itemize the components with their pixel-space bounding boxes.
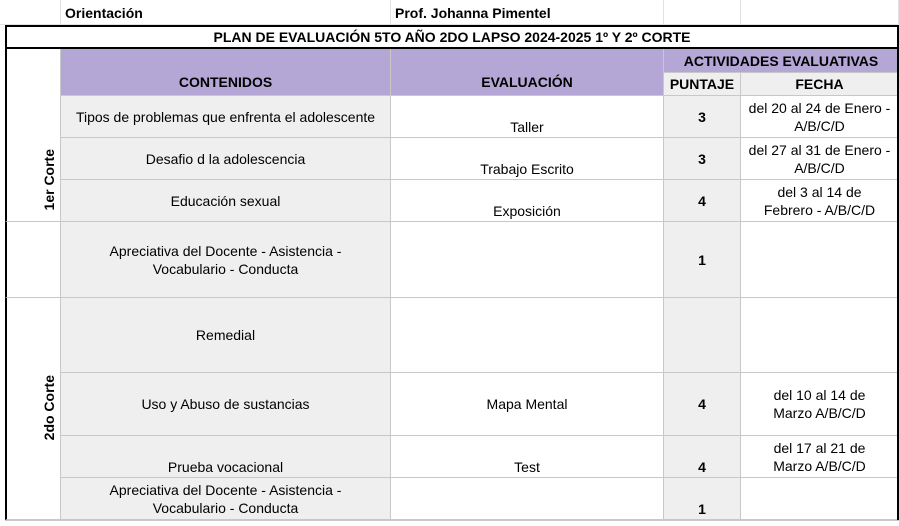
row-1-puntaje: 3 [664, 96, 741, 138]
row-3-fecha: del 3 al 14 de Febrero - A/B/C/D [741, 180, 899, 222]
row-7-fecha: del 17 al 21 de Marzo A/B/C/D [741, 436, 899, 478]
row-7-evaluacion: Test [391, 436, 664, 478]
row-4-puntaje: 1 [664, 222, 741, 298]
cell-blank-e1 [741, 0, 899, 25]
row-4-fecha [741, 222, 899, 298]
row-2-puntaje: 3 [664, 138, 741, 180]
row-1-evaluacion: Taller [391, 96, 664, 138]
cell-blank-a1 [0, 0, 61, 25]
header-puntaje: PUNTAJE [664, 73, 741, 96]
row-6-contenido: Uso y Abuso de sustancias [61, 373, 391, 436]
header-evaluacion: EVALUACIÓN [391, 49, 664, 96]
row-8-fecha [741, 478, 899, 520]
header-actividades: ACTIVIDADES EVALUATIVAS [664, 49, 899, 73]
row-4-evaluacion [391, 222, 664, 298]
row-7-contenido: Prueba vocacional [61, 436, 391, 478]
row-6-evaluacion: Mapa Mental [391, 373, 664, 436]
row-5-evaluacion [391, 298, 664, 373]
row-5-puntaje [664, 298, 741, 373]
row-1-contenido: Tipos de problemas que enfrenta el adolescente [61, 96, 391, 138]
row-5-fecha [741, 298, 899, 373]
header-fecha: FECHA [741, 73, 899, 96]
row-3-puntaje: 4 [664, 180, 741, 222]
row-2-fecha: del 27 al 31 de Enero - A/B/C/D [741, 138, 899, 180]
section-second-cell [5, 298, 61, 520]
row-5-contenido: Remedial [61, 298, 391, 373]
subject-label: Orientación [61, 0, 391, 25]
section-first-cell [5, 49, 61, 222]
section-first-label: 1er Corte [41, 149, 57, 211]
table-bottom-edge [5, 520, 899, 521]
teacher-label: Prof. Johanna Pimentel [391, 0, 664, 25]
row-3-contenido: Educación sexual [61, 180, 391, 222]
cell-blank-d1 [664, 0, 741, 25]
plan-title: PLAN DE EVALUACIÓN 5TO AÑO 2DO LAPSO 2024-2025 1º Y 2º CORTE [5, 25, 899, 49]
row-2-contenido: Desafio d la adolescencia [61, 138, 391, 180]
row-2-evaluacion: Trabajo Escrito [391, 138, 664, 180]
row-8-puntaje: 1 [664, 478, 741, 520]
row-6-puntaje: 4 [664, 373, 741, 436]
row-1-fecha: del 20 al 24 de Enero - A/B/C/D [741, 96, 899, 138]
row-4-contenido: Apreciativa del Docente - Asistencia - Vocabulario - Conducta [61, 222, 391, 298]
header-contenidos: CONTENIDOS [61, 49, 391, 96]
row-6-fecha: del 10 al 14 de Marzo A/B/C/D [741, 373, 899, 436]
row-3-evaluacion: Exposición [391, 180, 664, 222]
row-8-contenido: Apreciativa del Docente - Asistencia - Vocabulario - Conducta [61, 478, 391, 520]
row-7-puntaje: 4 [664, 436, 741, 478]
section-spacer-cell [5, 222, 61, 298]
row-8-evaluacion [391, 478, 664, 520]
section-second-label: 2do Corte [41, 375, 57, 441]
